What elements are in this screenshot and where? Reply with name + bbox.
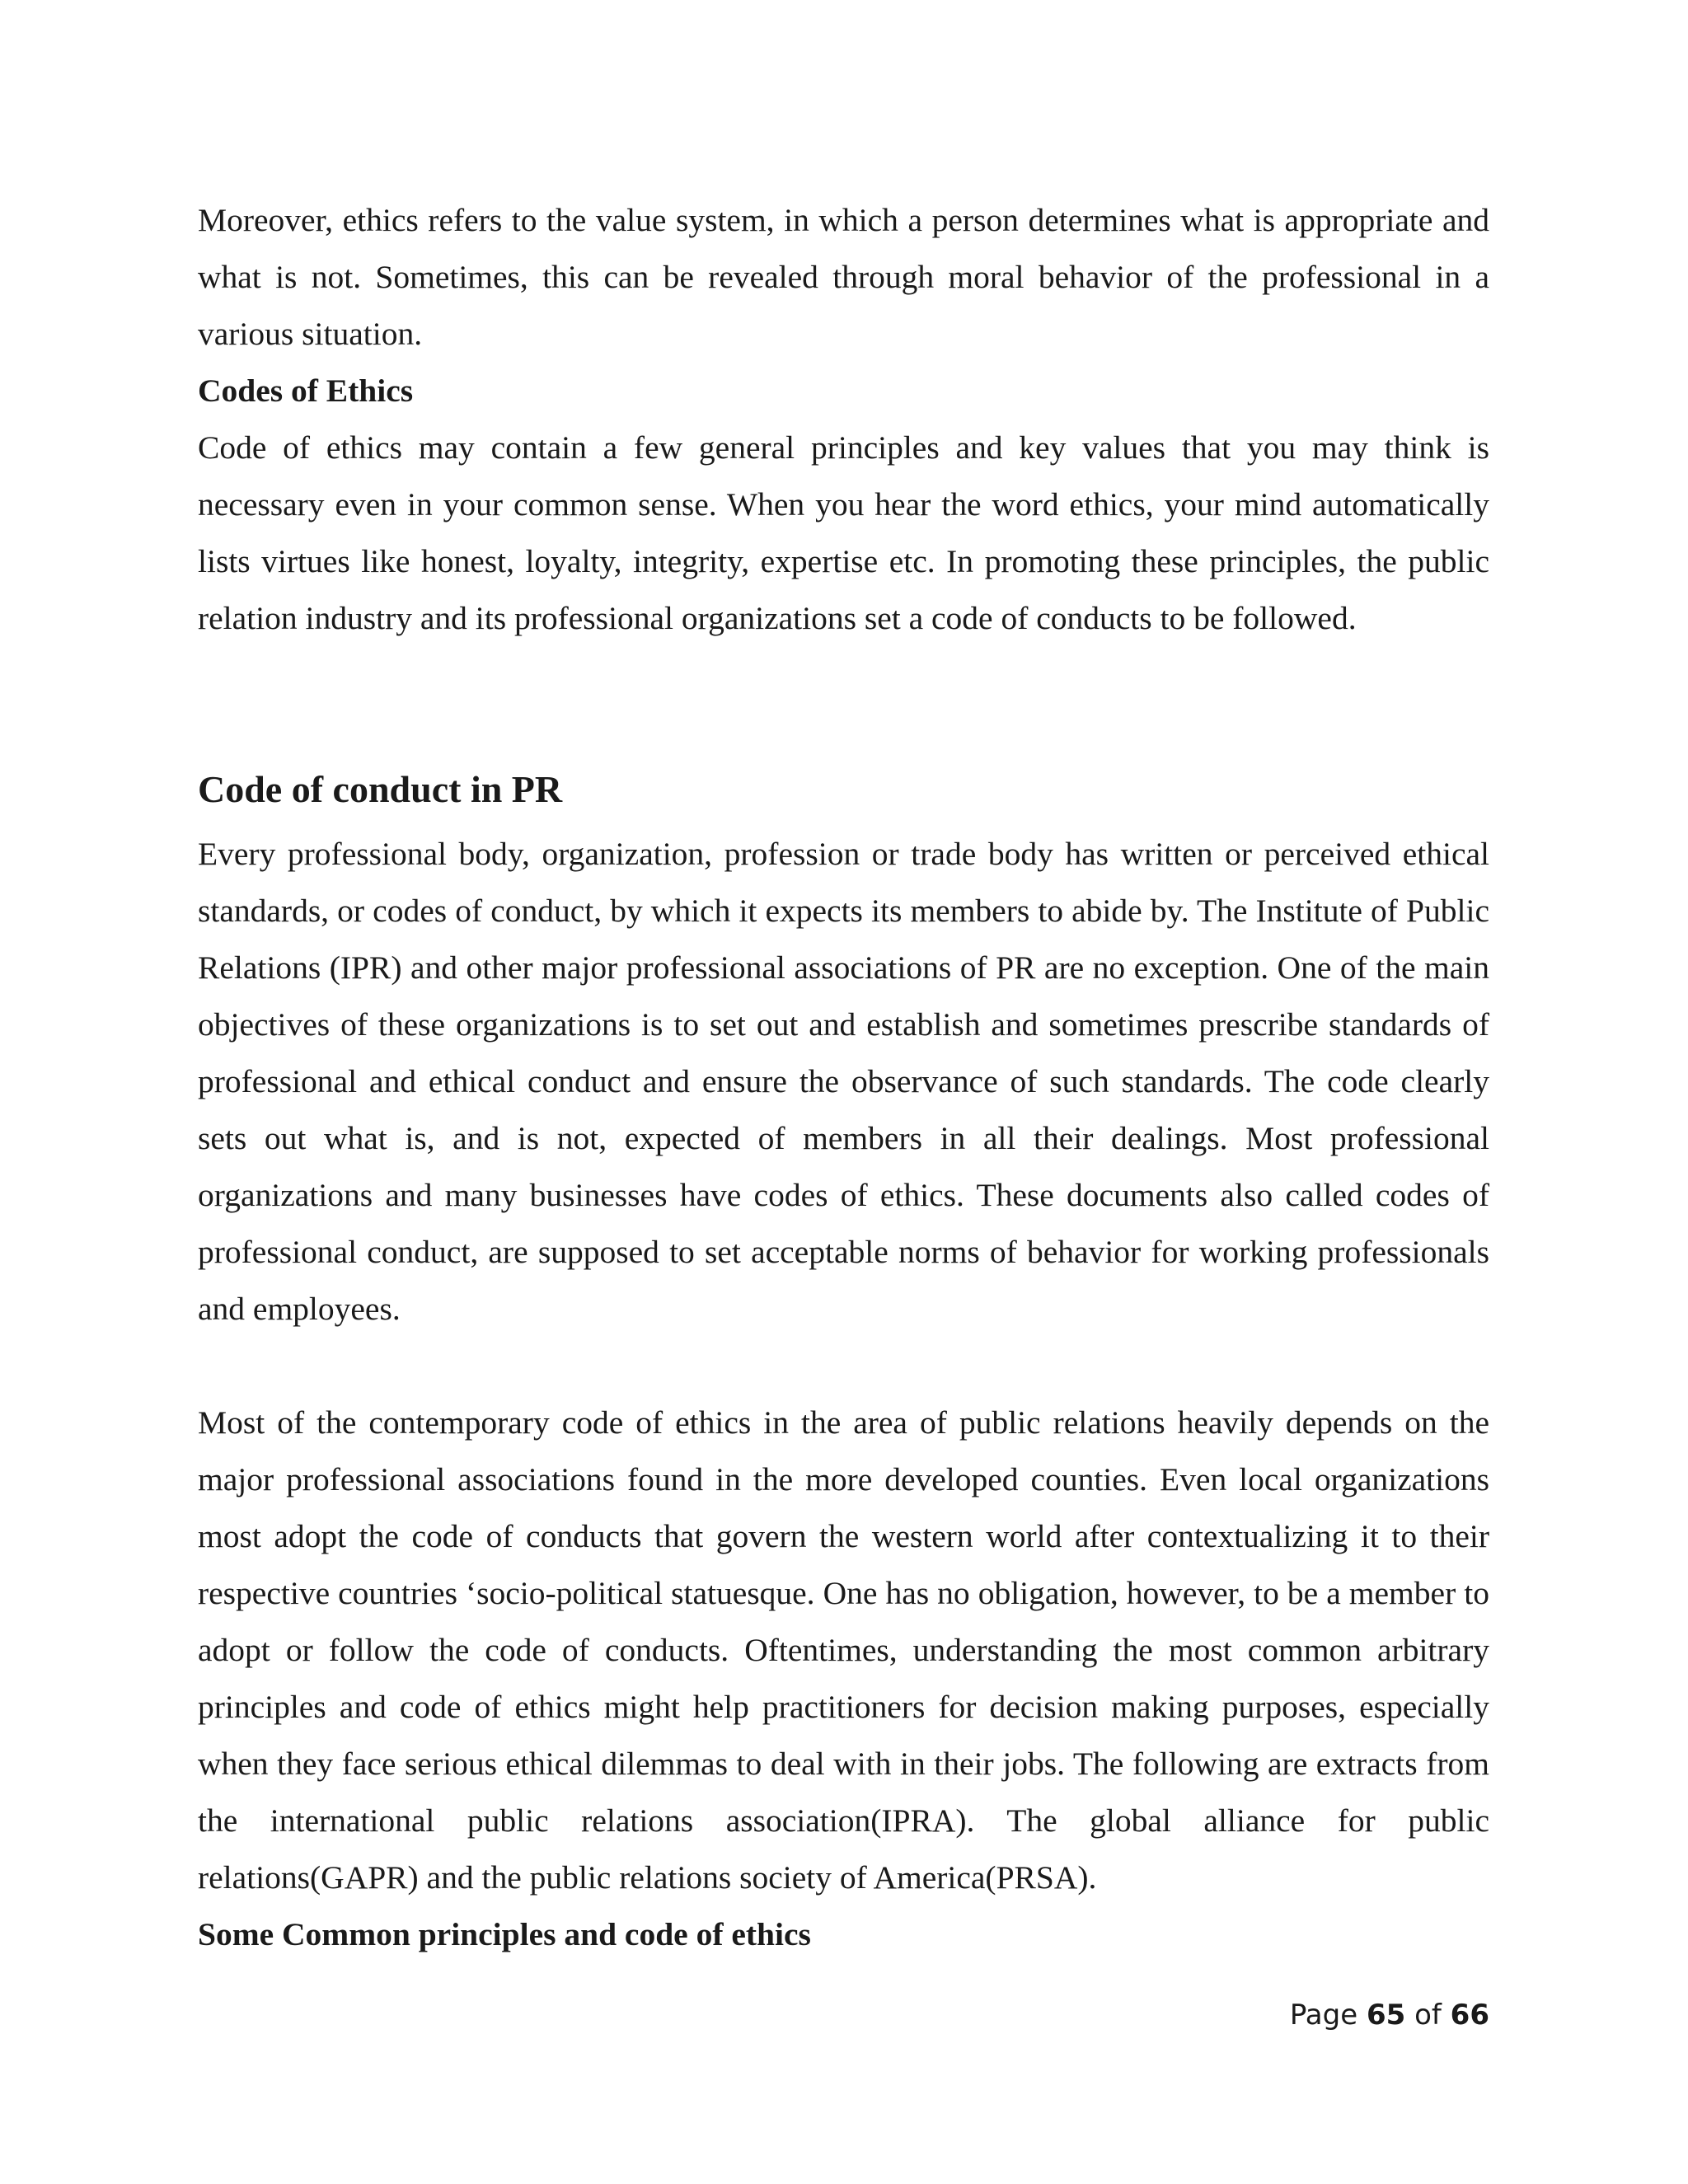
codes-of-ethics-heading: Codes of Ethics [198, 373, 414, 409]
paragraph-spacer [198, 1338, 1489, 1394]
footer-of-word: of [1414, 1999, 1442, 2032]
section-spacer [198, 647, 1489, 761]
codes-of-ethics-paragraph: Code of ethics may contain a few general principles and key values that you may think is necessary even in your common sense. When you hear the word ethics, your mind automatically lists virtues like honest, loyalty, integrity, expertise etc. In promoting these principles, the public relation industry and its professional organizations set a code of conducts to be followed. [198, 429, 1489, 636]
footer-page-number: 65 [1366, 1999, 1406, 2032]
document-page [198, 192, 1489, 1963]
page-number-footer [1290, 1994, 1489, 2036]
code-of-conduct-paragraph-1: Every professional body, organization, profession or trade body has written or perceived ethical standards, or codes of conduct, by which it expects its members to abide by. The Institute of Public Relations (IPR) and other major professional associations of PR are no exception. One of the main objectives of these organizations is to set out and establish and sometimes prescribe standards of professional and ethical conduct and ensure the observance of such standards. The code clearly sets out what is, and is not, expected of members in all their dealings. Most professional organizations and many businesses have codes of ethics. These documents also called codes of professional conduct, are supposed to set acceptable norms of behavior for working professionals and employees. [198, 836, 1489, 1327]
footer-page-word: Page [1289, 1999, 1358, 2032]
code-of-conduct-title: Code of conduct in PR [198, 768, 563, 810]
code-of-conduct-paragraph-2: Most of the contemporary code of ethics in the area of public relations heavily depends on the major professional associations found in the more developed counties. Even local organizations most adopt the code of conducts that govern the western world after contextualizing it to their respective countries ‘socio-political statuesque. One has no obligation, however, to be a member to adopt or follow the code of conducts. Oftentimes, understanding the most common arbitrary principles and code of ethics might help practitioners for decision making purposes, especially when they face serious ethical dilemmas to deal with in their jobs. The following are extracts from the international public relations association(IPRA). The global alliance for public relations(GAPR) and the public relations society of America(PRSA). [198, 1404, 1489, 1896]
intro-paragraph: Moreover, ethics refers to the value system, in which a person determines what is appropriate and what is not. Sometimes, this can be revealed through moral behavior of the professional in a various situation. [198, 202, 1489, 352]
common-principles-heading: Some Common principles and code of ethics [198, 1916, 811, 1952]
footer-total-pages: 66 [1450, 1999, 1489, 2032]
